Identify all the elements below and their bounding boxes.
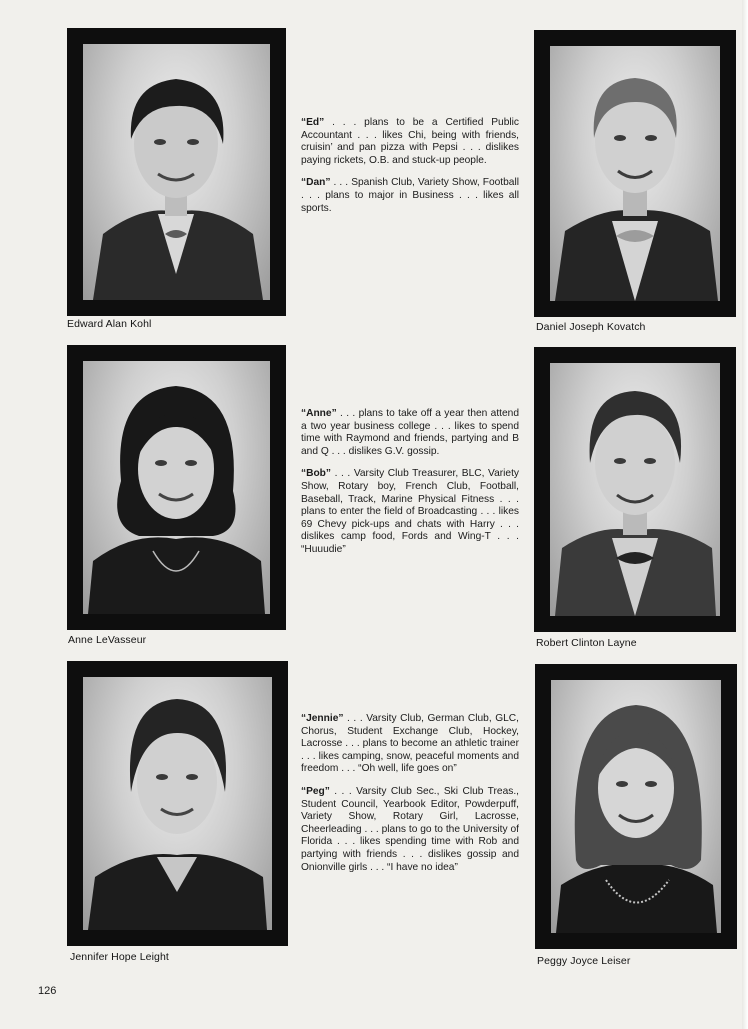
portrait-frame-anne <box>67 345 286 630</box>
bio-paragraph <box>301 786 519 874</box>
page-edge <box>742 0 748 1029</box>
portrait-frame-daniel <box>534 30 736 317</box>
portrait-photo-peggy <box>551 680 721 933</box>
bio-block-leight-leiser <box>301 713 519 884</box>
bio-nickname: “Ed” <box>301 117 325 128</box>
bio-paragraph <box>301 713 519 776</box>
student-name: Peggy Joyce Leiser <box>537 955 631 967</box>
portrait-frame-jennifer <box>67 661 288 946</box>
bio-text: . . . plans to be a Certified Public Accountant . . . likes Chi, being with friends, cruisin’ and pan pizza with Pepsi . . . dislikes paying rickets, O.B. and stuck-up people. <box>301 117 519 166</box>
portrait-frame-peggy <box>535 664 737 949</box>
student-name: Anne LeVasseur <box>68 634 147 646</box>
student-name: Daniel Joseph Kovatch <box>536 321 646 333</box>
bio-text: . . . plans to take off a year then attend a two year business college . . . likes to spend time with Raymond and friends, partying and B and Q . . . dislikes G.V. gossip. <box>301 408 519 457</box>
bio-paragraph <box>301 177 519 215</box>
bio-nickname: “Anne” <box>301 408 337 419</box>
bio-text: . . . Varsity Club, German Club, GLC, Chorus, Student Exchange Club, Hockey, Lacrosse . . . plans to become an athletic trainer . . . likes camping, snow, peaceful moments and freedom . . . “Oh well, life goes on” <box>301 713 519 775</box>
bio-text: . . . Spanish Club, Variety Show, Football . . . plans to major in Business . . . likes all sports. <box>301 177 519 214</box>
bio-nickname: “Peg” <box>301 785 330 797</box>
bio-text: . . . Varsity Club Treasurer, BLC, Variety Show, Rotary boy, French Club, Football, Baseball, Track, Marine Physical Fitness . . . plans to enter the field of Broadcasting . . . likes 69 Chevy pick-ups and chats with Harry . . . dislikes camp food, Fords and Wing-T . . . “Huuudie” <box>301 468 519 555</box>
portrait-photo-jennifer <box>83 677 272 930</box>
bio-paragraph <box>301 468 519 556</box>
bio-text: . . . Varsity Club Sec., Ski Club Treas., Student Council, Yearbook Editor, Powderpuff, Variety Show, Rotary Girl, Lacrosse, Cheerleading . . . plans to go to the University of Florida . . . likes spending time with Rob and partying with friends . . . dislikes gossip and Onionville girls . . . “I have no idea” <box>301 785 519 873</box>
portrait-frame-robert <box>534 347 736 632</box>
bio-nickname: “Bob” <box>301 468 331 480</box>
bio-block-kohl-kovatch <box>301 117 519 225</box>
student-name: Jennifer Hope Leight <box>70 951 169 963</box>
page-number: 126 <box>38 985 57 997</box>
portrait-photo-daniel <box>550 46 720 301</box>
bio-block-levasseur-layne <box>301 408 519 567</box>
portrait-frame-edward <box>67 28 286 316</box>
bio-nickname: “Dan” <box>301 177 331 189</box>
bio-nickname: “Jennie” <box>301 713 344 724</box>
bio-paragraph <box>301 117 519 167</box>
student-name: Robert Clinton Layne <box>536 637 637 649</box>
portrait-photo-edward <box>83 44 270 300</box>
portrait-photo-anne <box>83 361 270 614</box>
student-name: Edward Alan Kohl <box>67 318 152 330</box>
portrait-photo-robert <box>550 363 720 616</box>
bio-paragraph <box>301 408 519 458</box>
